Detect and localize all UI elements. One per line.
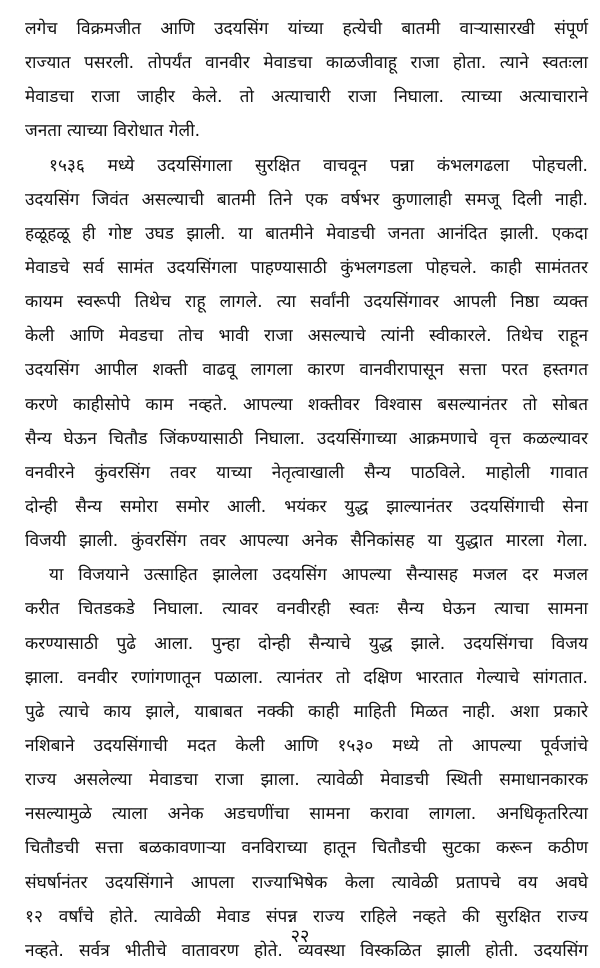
text-line: या विजयाने उत्साहित झालेला उदयसिंग आपल्या सैन्यासह मजल दर मजल bbox=[49, 565, 588, 586]
body-text bbox=[0, 12, 600, 968]
text-line: करीत चितडकडे निघाला. त्यावर वनवीरही स्वतः सैन्य घेऊन त्याचा सामना bbox=[25, 599, 588, 620]
text-line: उदयसिंग जिवंत असल्याची बातमी तिने एक वर्षभर कुणालाही समजू दिली नाही. bbox=[25, 189, 588, 210]
text-line: १५३६ मध्ये उदयसिंगाला सुरक्षित वाचवून पन्ना कंभलगढला पोहचली. bbox=[49, 155, 588, 176]
text-line: जनता त्याच्या विरोधात गेली. bbox=[25, 121, 201, 142]
text-line: उदयसिंग आपील शक्ती वाढवू लागला कारण वानवीरापासून सत्ता परत हस्तगत bbox=[25, 360, 588, 381]
text-line: केली आणि मेवडचा तोच भावी राजा असल्याचे त्यांनी स्वीकारले. तिथेच राहून bbox=[25, 326, 588, 347]
text-line: वनवीरने कुंवरसिंग तवर याच्या नेतृत्वाखाली सैन्य पाठविले. माहोली गावात bbox=[25, 462, 588, 483]
text-line: करणे काहीसोपे काम नव्हते. आपल्या शक्तीवर विश्वास बसल्यानंतर तो सोबत bbox=[25, 394, 588, 415]
text-line: सैन्य घेऊन चितौड जिंकण्यासाठी निघाला. उदयसिंगाच्या आक्रमणाचे वृत्त कळल्यावर bbox=[25, 428, 588, 449]
text-line: नव्हते. सर्वत्र भीतीचे वातावरण होते. व्यवस्था विस्कळित झाली होती. उदयसिंग bbox=[25, 940, 588, 961]
text-line: करण्यासाठी पुढे आला. पुन्हा दोन्ही सैन्याचे युद्ध झाले. उदयसिंगचा विजय bbox=[25, 633, 588, 654]
text-line: मेवाडचे सर्व सामंत उदयसिंगला पाहण्यासाठी कुंभलगडला पोहचले. काही सामंततर bbox=[25, 257, 588, 278]
text-line: झाला. वनवीर रणांगणातून पळाला. त्यानंतर तो दक्षिण भारतात गेल्याचे सांगतात. bbox=[25, 667, 588, 688]
text-line: चितौडची सत्ता बळकावणाऱ्या वनविराच्या हातून चितौडची सुटका करून कठीण bbox=[25, 838, 588, 859]
text-line: हळूहळू ही गोष्ट उघड झाली. या बातमीने मेवाडची जनता आनंदित झाली. एकदा bbox=[25, 223, 589, 244]
text-line: लगेच विक्रमजीत आणि उदयसिंग यांच्या हत्येची बातमी वाऱ्यासारखी संपूर्ण bbox=[25, 19, 588, 39]
text-line: नशिबाने उदयसिंगाची मदत केली आणि १५३० मध्ये तो आपल्या पूर्वजांचे bbox=[25, 735, 588, 756]
text-line: संघर्षानंतर उदयसिंगाने आपला राज्याभिषेक केला त्यावेळी प्रतापचे वय अवघे bbox=[25, 872, 588, 893]
text-line: राज्यात पसरली. तोपर्यंत वानवीर मेवाडचा काळजीवाहू राजा होता. त्याने स्वतःला bbox=[25, 53, 588, 74]
text-line: मेवाडचा राजा जाहीर केले. तो अत्याचारी राजा निघाला. त्याच्या अत्याचाराने bbox=[25, 87, 588, 108]
text-line: कायम स्वरूपी तिथेच राहू लागले. त्या सर्वांनी उदयसिंगावर आपली निष्ठा व्यक्त bbox=[25, 292, 588, 313]
text-line: पुढे त्याचे काय झाले, याबाबत नक्की काही माहिती मिळत नाही. अशा प्रकारे bbox=[25, 701, 588, 722]
page-number: २२ bbox=[290, 926, 310, 947]
text-line: १२ वर्षांचे होते. त्यावेळी मेवाड संपन्न राज्य राहिले नव्हते की सुरक्षित राज्य bbox=[25, 906, 588, 927]
text-line: विजयी झाली. कुंवरसिंग तवर आपल्या अनेक सैनिकांसह या युद्धात मारला गेला. bbox=[25, 531, 588, 552]
text-line: नसल्यामुळे त्याला अनेक अडचणींचा सामना करावा लागला. अनधिकृतरित्या bbox=[25, 804, 588, 825]
text-line: राज्य असलेल्या मेवाडचा राजा झाला. त्यावेळी मेवाडची स्थिती समाधानकारक bbox=[25, 770, 588, 791]
text-line: दोन्ही सैन्य समोरा समोर आली. भयंकर युद्ध झाल्यानंतर उदयसिंगाची सेना bbox=[25, 496, 588, 517]
